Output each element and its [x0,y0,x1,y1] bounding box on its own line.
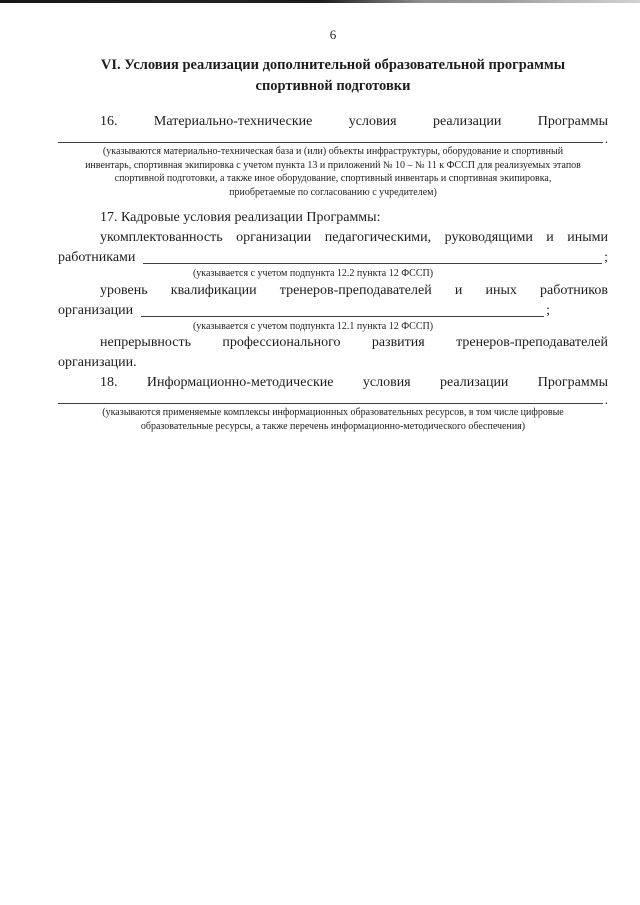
blank-field-18 [58,392,608,407]
blank-field-16-terminator: . [604,131,608,146]
paragraph-18: 18. Информационно-методические условия реализации Программы [100,375,608,390]
page-number: 6 [329,27,337,42]
blank-field-16 [58,131,608,146]
footnote-16-line-4: приобретаемые по согласованию с учредителем) [229,186,437,198]
footnote-18 [58,406,608,433]
paragraph-17-item2-label: организации [58,302,134,318]
paragraph-17-item2-line1: уровень квалификации тренеров-преподавателей и иных работников [100,282,608,298]
paragraph-17-intro: 17. Кадровые условия реализации Программы: [100,210,381,225]
paragraph-17-item1-blank-row [58,248,608,268]
footnote-16-line-1: (указываются материально-техническая база и (или) объекты инфраструктуры, оборудование и спортивный [102,146,564,157]
paragraph-17-item3-line1: непрерывность профессионального развития тренеров-преподавателей [100,335,608,350]
footnote-16-line-2: инвентарь, спортивная экипировка с учетом пункта 13 и приложений № 10 – № 11 к ФССП для реализуемых этапов [85,159,581,171]
footnote-17-1: (указывается с учетом подпункта 12.2 пункта 12 ФССП) [192,268,434,279]
text-block [58,0,608,433]
blank-field-18-terminator: . [604,392,608,407]
fill-in-underline-18 [58,403,603,404]
fill-in-underline-16 [58,142,603,143]
paragraph-16: 16. Материально-технические условия реализации Программы [100,114,608,129]
paragraph-17-item3-line2: организации. [58,355,137,370]
paragraph-17-item1-label: работниками [58,250,136,265]
fill-in-underline-17-2 [141,316,544,317]
footnote-17-2: (указывается с учетом подпункта 12.1 пункта 12 ФССП) [192,320,434,332]
footnote-18-line-2: образовательные ресурсы, а также перечень информационно-методического обеспечения) [140,420,526,432]
fill-in-underline-17-1 [143,263,602,264]
paragraph-17-item2-terminator: ; [546,302,550,318]
paragraph-17-item1-line1: укомплектованность организации педагогическими, руководящими и иными [100,230,608,245]
footnote-18-line-1: (указываются применяемые комплексы информационных образовательных ресурсов, в том числе цифровые [102,407,564,418]
section-heading-line-2: спортивной подготовки [255,78,411,94]
footnote-16 [58,145,608,199]
section-heading [58,55,608,97]
paragraph-17-item1-terminator: ; [604,250,608,265]
footnote-16-line-3: спортивной подготовки, а также иное оборудование, спортивный инвентарь и спортивная экипировка, [114,173,552,184]
section-heading-line-1: VI. Условия реализации дополнительной образовательной программы [100,57,566,73]
paragraph-17-item2-blank-row [58,301,550,321]
